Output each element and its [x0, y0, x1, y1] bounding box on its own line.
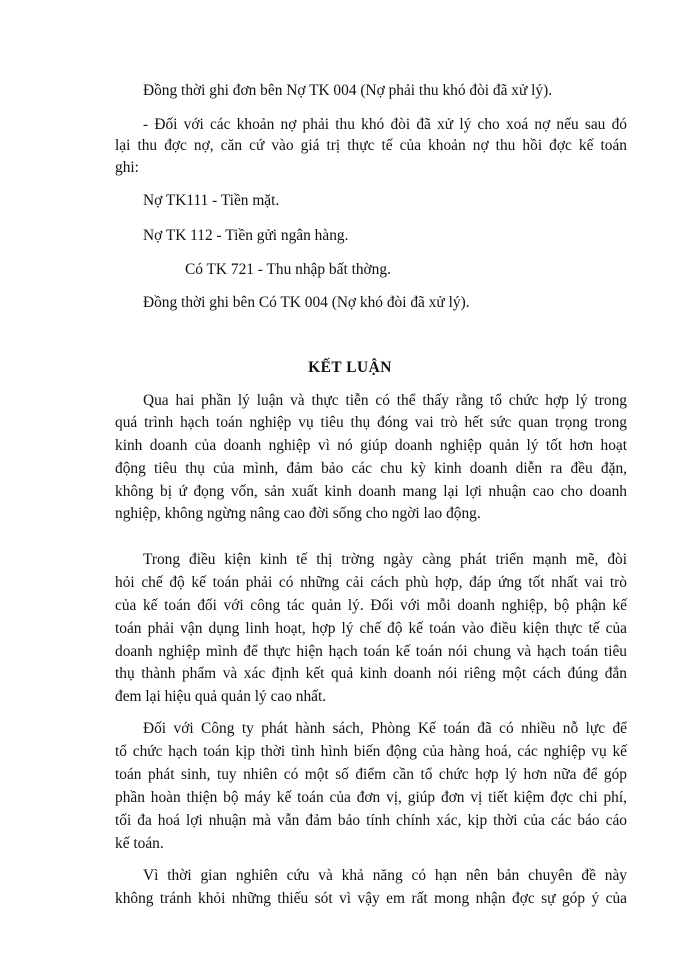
text-line: của kế toán đối với công tác quản lý. Đối với mỗi doanh nghiệp, bộ phận kế — [115, 597, 627, 614]
text-line: lại thu đợc nợ, căn cứ vào giá trị thực tế của khoản nợ thu hồi đợc kế toán — [115, 137, 627, 154]
text-line: toán phát sinh, tuy nhiên có một số điểm cần tổ chức hợp lý hơn nữa để góp — [115, 766, 627, 783]
text-line: quá trình hạch toán nghiệp vụ tiêu thụ đóng vai trò hết sức quan trọng trong — [115, 414, 627, 431]
text-line: ghi: — [115, 159, 139, 176]
text-line: toán phải vận dụng linh hoạt, hợp lý chế độ kế toán vào điều kiện thực tế của — [115, 620, 627, 637]
text-line: - Đối với các khoản nợ phải thu khó đòi đã xử lý cho xoá nợ nếu sau đó — [143, 116, 627, 133]
text-line: động tiêu thụ của mình, đảm bảo các chu kỳ kinh doanh diễn ra đều đặn, — [115, 460, 627, 477]
text-line: hỏi chế độ kế toán phải có những cải cách phù hợp, đáp ứng tốt nhất vai trò — [115, 574, 627, 591]
text-line: Đồng thời ghi bên Có TK 004 (Nợ khó đòi đã xử lý). — [143, 294, 470, 311]
text-line: Nợ TK111 - Tiền mặt. — [143, 192, 280, 209]
text-line: Có TK 721 - Thu nhập bất thờng. — [185, 261, 391, 278]
text-line: Qua hai phần lý luận và thực tiễn có thể thấy rằng tổ chức hợp lý trong — [143, 392, 627, 409]
text-line: nghiệp, không ngừng nâng cao đời sống cho ngời lao động. — [115, 505, 481, 522]
text-line: Đối với Công ty phát hành sách, Phòng Kế toán đã có nhiều nỗ lực để — [143, 720, 627, 737]
text-line: không bị ứ đọng vốn, sản xuất kinh doanh mang lại lợi nhuận cao cho doanh — [115, 483, 627, 500]
text-line: Trong điều kiện kinh tế thị trờng ngày càng phát triển mạnh mẽ, đòi — [143, 551, 627, 568]
text-line: Nợ TK 112 - Tiền gửi ngân hàng. — [143, 227, 349, 244]
text-line: Vì thời gian nghiên cứu và khả năng có hạn nên bản chuyên đề này — [143, 867, 627, 884]
text-line: tối đa hoá lợi nhuận mà vẫn đảm bảo tính chính xác, kịp thời của các báo cáo — [115, 812, 627, 829]
text-line: kinh doanh của doanh nghiệp vì nó giúp doanh nghiệp quản lý tốt hơn hoạt — [115, 437, 627, 454]
text-line: tổ chức hạch toán kịp thời tình hình biến động của hàng hoá, các nghiệp vụ kế — [115, 743, 627, 760]
text-line: không tránh khỏi những thiếu sót vì vậy em rất mong nhận đợc sự góp ý của — [115, 890, 627, 907]
text-line: Đồng thời ghi đơn bên Nợ TK 004 (Nợ phải thu khó đòi đã xử lý). — [143, 82, 553, 99]
section-title: KẾT LUẬN — [308, 359, 392, 376]
text-line: doanh nghiệp mình để thực hiện hạch toán kế toán nói chung và hạch toán tiêu — [115, 643, 627, 660]
text-line: đem lại hiệu quả quản lý cao nhất. — [115, 688, 327, 705]
text-line: phần hoàn thiện bộ máy kế toán của đơn vị, giúp đơn vị tiết kiệm đợc chi phí, — [115, 789, 627, 806]
text-line: kế toán. — [115, 835, 164, 852]
text-line: thụ thành phẩm và xác định kết quả kinh doanh nói riêng một cách đúng đắn — [115, 665, 627, 682]
